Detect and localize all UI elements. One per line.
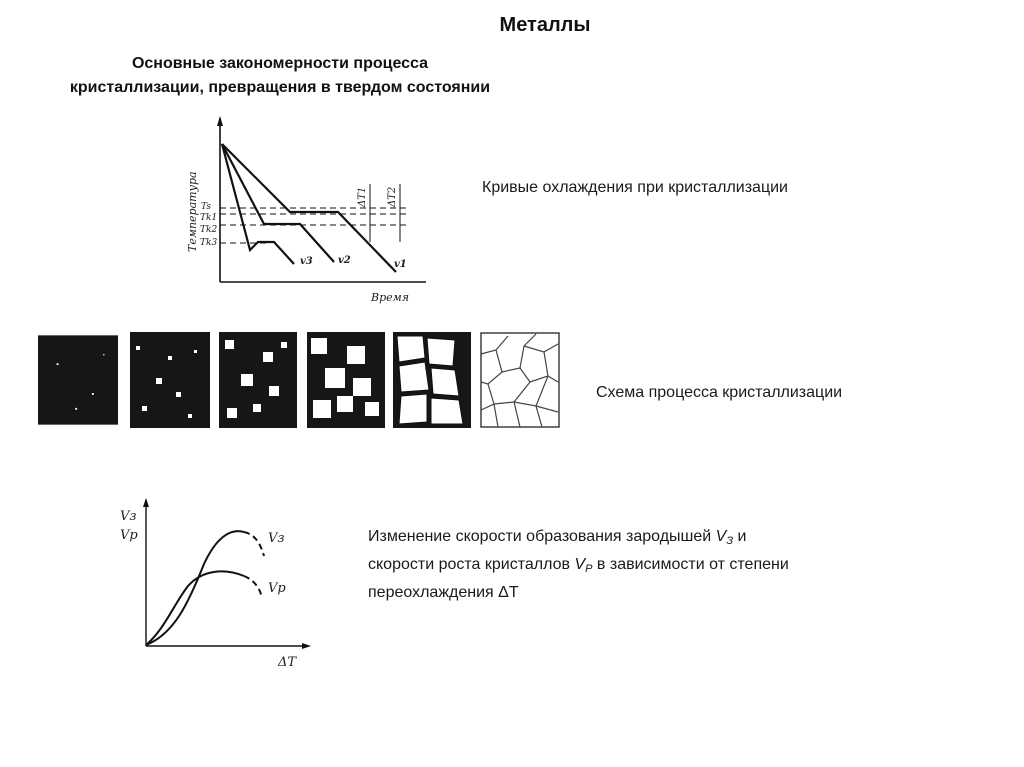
scheme-stage-2 bbox=[130, 332, 210, 428]
delta-t2-label: ΔT2 bbox=[387, 186, 398, 207]
scheme-caption: Схема процесса кристаллизации bbox=[596, 384, 843, 401]
rate-caption bbox=[368, 525, 888, 604]
vp-series-label: Vp bbox=[268, 581, 286, 596]
scheme-stage-3 bbox=[218, 332, 298, 428]
rate-chart bbox=[112, 494, 312, 674]
rate-caption-line-3: переохлаждения ΔT bbox=[368, 584, 519, 601]
cooling-caption: Кривые охлаждения при кристаллизации bbox=[482, 179, 788, 196]
level-tk1-label: Tk1 bbox=[200, 213, 218, 223]
level-tk2-label: Tk2 bbox=[200, 225, 218, 235]
slide-title: Металлы bbox=[499, 14, 591, 36]
cooling-x-label: Время bbox=[371, 291, 410, 304]
rate-y-arrow bbox=[143, 498, 149, 507]
scheme-stage-5 bbox=[392, 332, 472, 428]
rate-caption-line-1: Изменение скорости образования зародышей $V_З$ и bbox=[368, 528, 747, 547]
rate-x-label: ΔT bbox=[278, 655, 297, 670]
subtitle-line-2: кристаллизации, превращения в твердом состоянии bbox=[69, 79, 491, 96]
subtitle-line-1: Основные закономерности процесса bbox=[131, 55, 429, 72]
level-tk3-label: Tk3 bbox=[200, 238, 218, 248]
scheme-stage-4 bbox=[306, 332, 386, 428]
scheme-stage-1 bbox=[38, 332, 118, 428]
vz-series-label: Vз bbox=[268, 531, 285, 546]
curve-v2-label: v2 bbox=[338, 255, 351, 266]
slide-subtitle bbox=[40, 52, 520, 100]
vp-curve bbox=[146, 571, 244, 645]
scheme-stage-6 bbox=[480, 332, 560, 428]
cooling-y-arrow bbox=[217, 116, 223, 126]
curve-v3-label: v3 bbox=[300, 256, 313, 267]
delta-t1-label: ΔT1 bbox=[357, 186, 368, 207]
rate-y-label-top: Vз bbox=[120, 509, 137, 524]
rate-caption-line-2: скорости роста кристаллов $V_Р$ в зависимости от степени bbox=[368, 556, 789, 575]
cooling-y-label: Температура bbox=[186, 171, 199, 252]
vp-curve-dashed bbox=[244, 576, 262, 598]
rate-x-arrow bbox=[302, 643, 311, 649]
level-ts-label: Ts bbox=[201, 202, 211, 212]
cooling-curves-diagram bbox=[168, 112, 430, 307]
rate-y-label-bottom: Vp bbox=[120, 528, 138, 543]
curve-v1-label: v1 bbox=[394, 259, 407, 270]
vz-curve-dashed bbox=[244, 532, 264, 556]
